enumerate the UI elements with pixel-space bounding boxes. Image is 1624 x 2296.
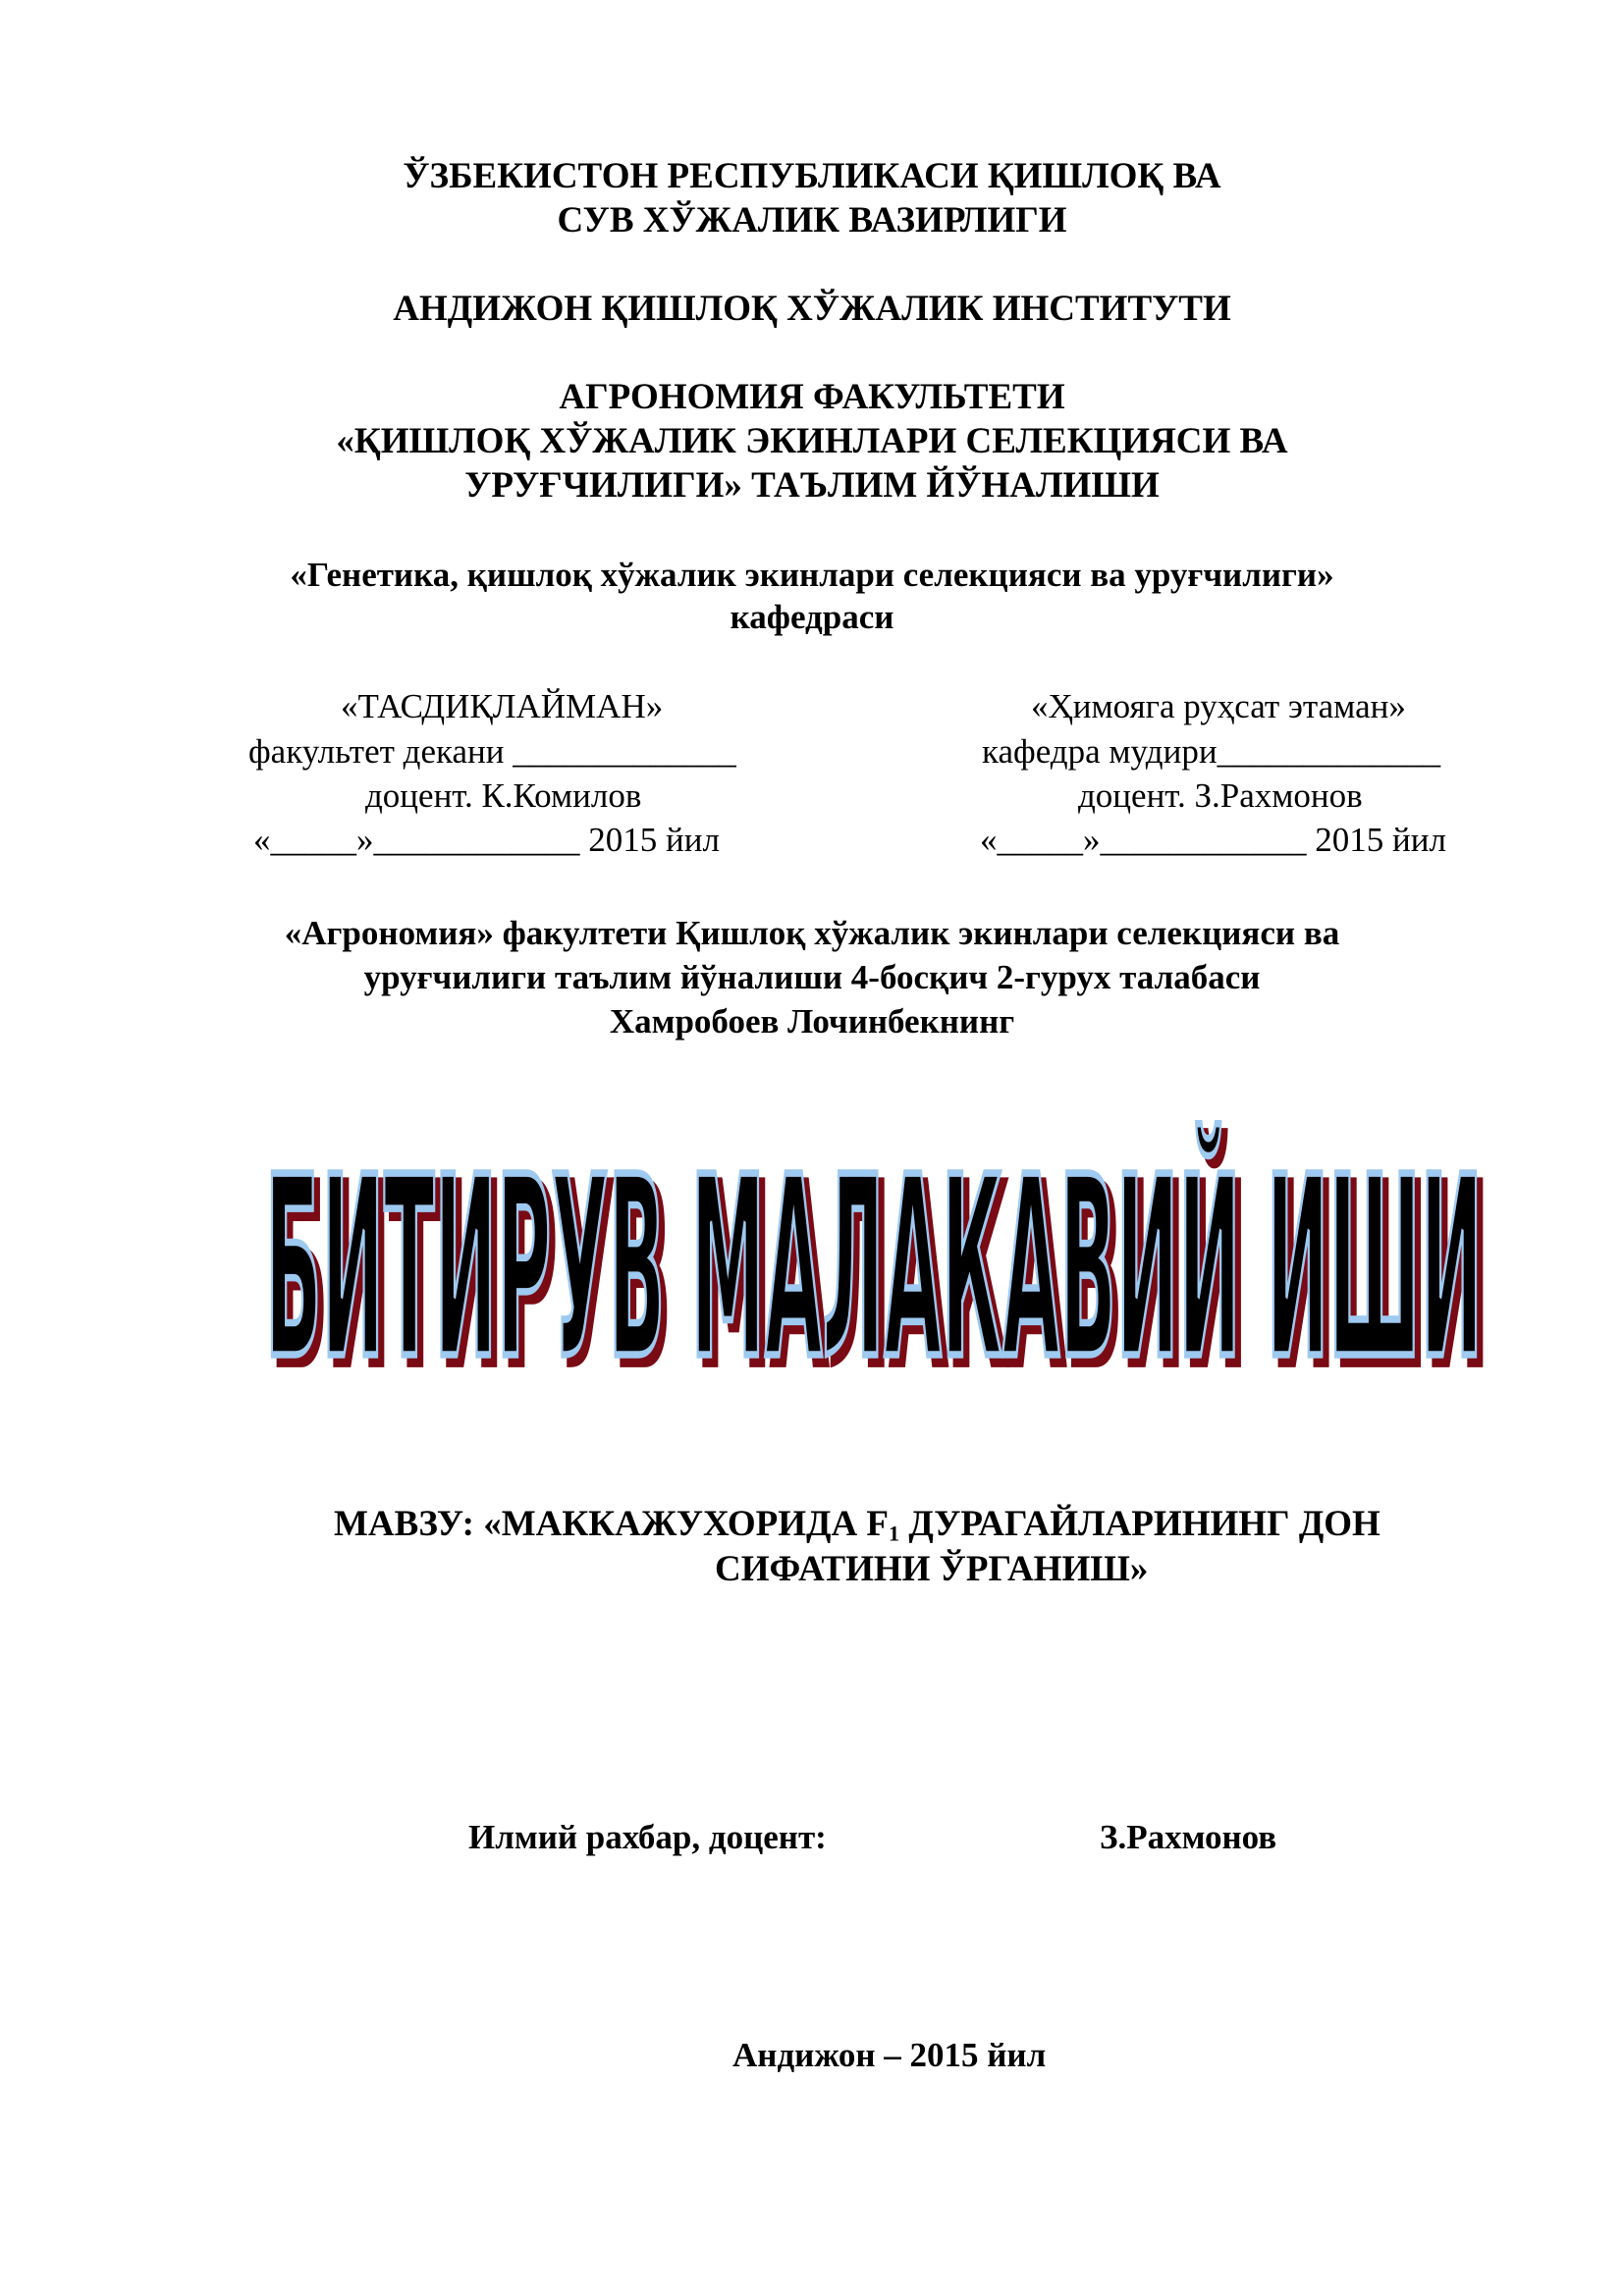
approval-left-role: факультет декани _____________ [248,732,736,771]
specialty-line-1: «ҚИШЛОҚ ХЎЖАЛИК ЭКИНЛАРИ СЕЛЕКЦИЯСИ ВА [336,421,1288,461]
institute-name: АНДИЖОН ҚИШЛОҚ ХЎЖАЛИК ИНСТИТУТИ [393,289,1231,329]
approval-left-title: «ТАСДИҚЛАЙМАН» [341,687,664,725]
approval-left-date: «_____»____________ 2015 йил [253,821,720,859]
topic-prefix: МАВЗУ: «МАККАЖУХОРИДА F [334,1504,890,1544]
student-name: Хамробоев Лочинбекнинг [609,1002,1015,1041]
student-line-2: уруғчилиги таълим йўналиши 4-босқич 2-гурух талабаси [363,958,1261,996]
supervisor-name: З.Рахмонов [1100,1818,1277,1856]
approval-right-date: «_____»____________ 2015 йил [980,821,1446,859]
ministry-line-1: ЎЗБЕКИСТОН РЕСПУБЛИКАСИ ҚИШЛОҚ ВА [403,156,1221,196]
work-title-shadow: БИТИРУВ МАЛАКАВИЙ ИШИ [271,1131,1489,1394]
supervisor-label: Илмий рахбар, доцент: [468,1818,827,1856]
approval-left-person: доцент. К.Комилов [365,776,642,815]
city-year: Андижон – 2015 йил [732,2036,1047,2074]
work-title-art [236,1109,1512,1394]
work-title: БИТИРУВ МАЛАКАВИЙ ИШИ [265,1123,1484,1394]
approval-right-role: кафедра мудири_____________ [982,732,1441,771]
department-line-1: «Генетика, қишлоқ хўжалик экинлари селекцияси ва уруғчилиги» [290,556,1334,594]
approval-right-title: «Ҳимояга руҳсат этаман» [1031,687,1406,725]
topic-suffix: ДУРАГАЙЛАРИНИНГ ДОН [899,1504,1380,1544]
faculty-name: АГРОНОМИЯ ФАКУЛЬТЕТИ [559,377,1065,417]
department-line-2: кафедраси [730,598,894,636]
topic-line-2: СИФАТИНИ ЎРГАНИШ» [715,1549,1149,1589]
ministry-line-2: СУВ ХЎЖАЛИК ВАЗИРЛИГИ [557,200,1067,240]
specialty-line-2: УРУҒЧИЛИГИ» ТАЪЛИМ ЙЎНАЛИШИ [464,465,1160,506]
student-line-1: «Агрономия» факултети Қишлоқ хўжалик экинлари селекцияси ва [284,914,1340,952]
approval-right-person: доцент. З.Рахмонов [1078,776,1363,815]
topic-subscript: 1 [889,1521,900,1546]
